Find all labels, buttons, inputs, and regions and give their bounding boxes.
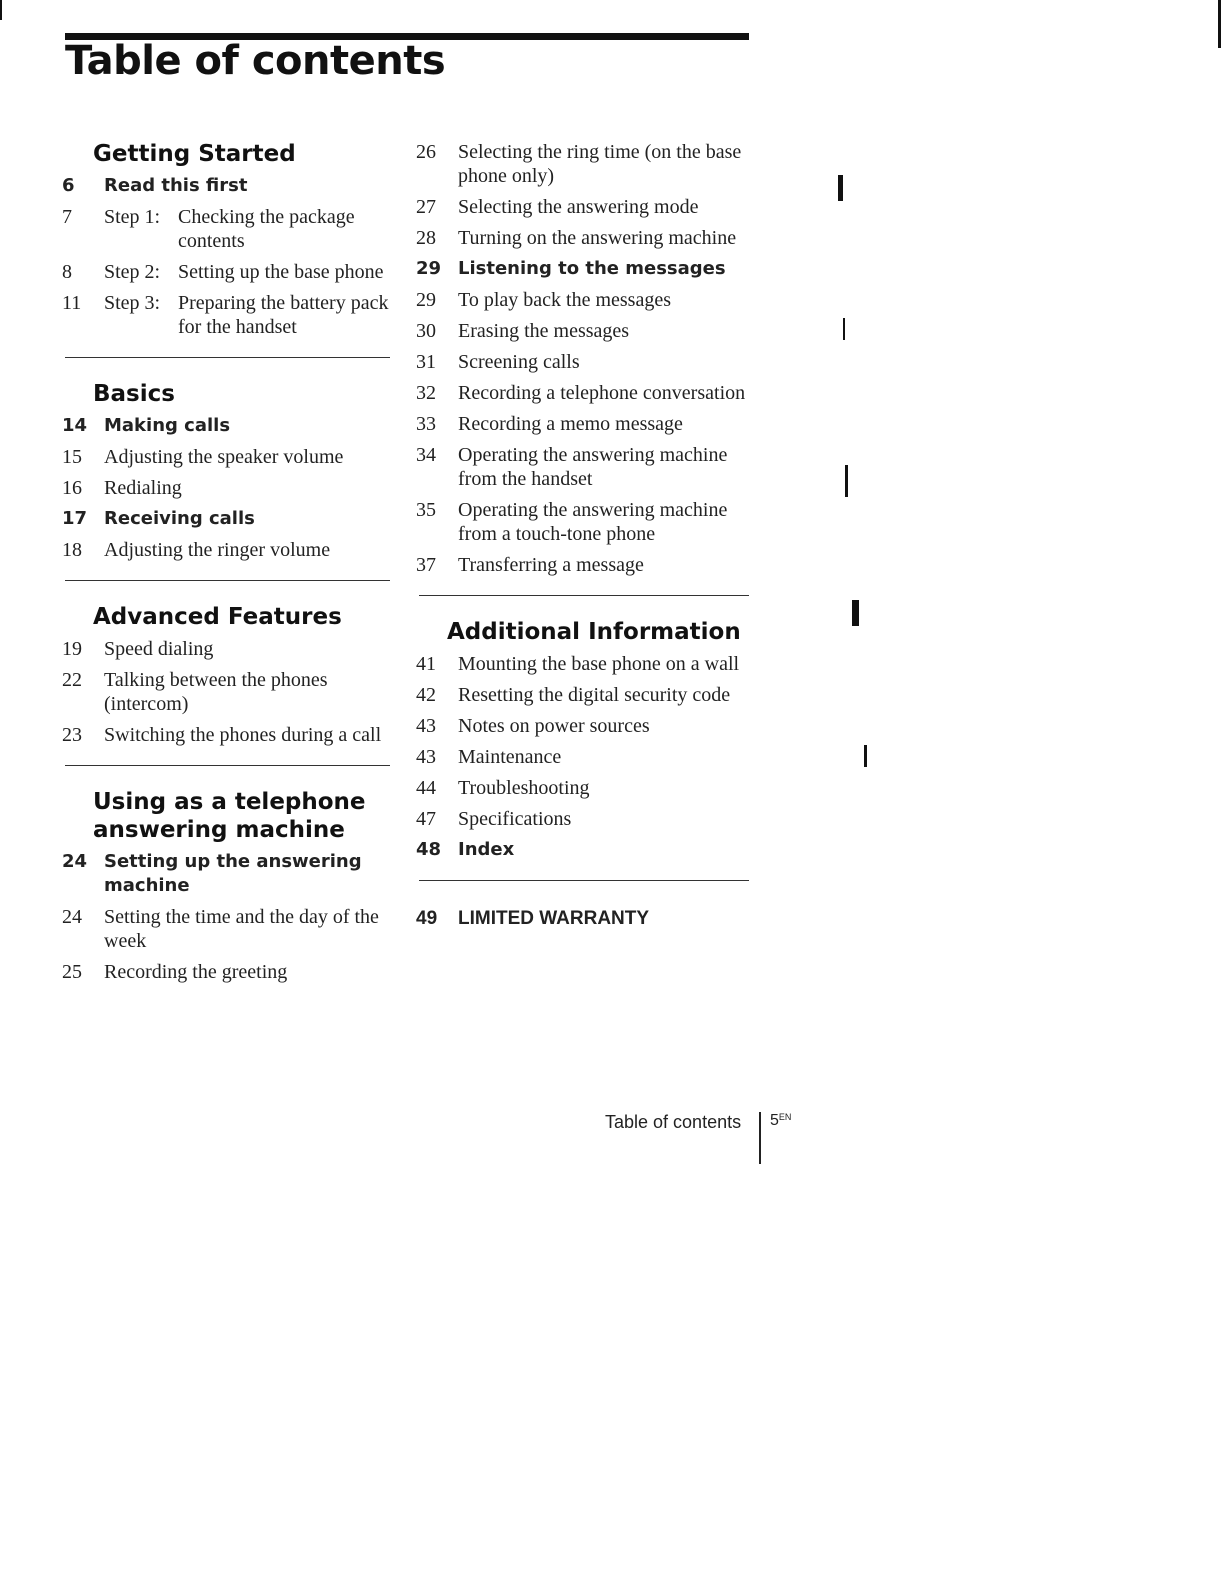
section-divider [65, 580, 390, 581]
entry-title: Read this first [104, 175, 248, 196]
scan-mark [845, 465, 848, 497]
page-number: 28 [416, 227, 436, 249]
entry-title: Troubleshooting [458, 777, 590, 799]
toc-entry[interactable] [416, 226, 750, 250]
entry-title: To play back the messages [458, 289, 671, 311]
section-divider [65, 357, 390, 358]
page-title: Table of contents [65, 38, 446, 84]
section-divider [419, 880, 749, 881]
entry-text: Checking the package contents [178, 206, 355, 252]
page-number: 16 [62, 477, 82, 499]
entry-title: Operating the answering machine from a touch-tone phone [458, 499, 728, 545]
entry-title: Adjusting the speaker volume [104, 446, 344, 468]
page-number: 24 [62, 851, 88, 872]
page-number: 25 [62, 961, 82, 983]
toc-entry[interactable] [416, 319, 750, 343]
page-number: 19 [62, 638, 82, 660]
scan-mark [838, 175, 843, 201]
toc-entry[interactable] [62, 260, 392, 284]
page-number: 7 [62, 206, 72, 228]
entry-title: Speed dialing [104, 638, 214, 660]
entry-title: Adjusting the ringer volume [104, 539, 331, 561]
toc-entry[interactable] [416, 443, 750, 491]
entry-title: Making calls [104, 415, 231, 436]
toc-entry[interactable] [62, 291, 392, 339]
page-number: 30 [416, 320, 436, 342]
warranty-entry[interactable] [416, 907, 750, 931]
toc-entry[interactable] [62, 445, 392, 469]
page-number: 26 [416, 141, 436, 163]
entry-text: Preparing the battery pack for the handset [178, 292, 389, 338]
section-divider [65, 765, 390, 766]
toc-entry[interactable] [416, 776, 750, 800]
page-number: 41 [416, 653, 436, 675]
entry-title: Listening to the messages [458, 258, 726, 279]
page-number: 34 [416, 444, 436, 466]
toc-entry[interactable] [416, 553, 750, 577]
page-number: 17 [62, 508, 88, 529]
toc-entry[interactable] [62, 637, 392, 661]
toc-entry[interactable] [416, 381, 750, 405]
entry-title: Setting up the answering machine [104, 851, 362, 896]
toc-section [62, 788, 392, 984]
toc-section [62, 140, 392, 339]
toc-entry[interactable] [62, 538, 392, 562]
toc-entry[interactable] [416, 195, 750, 219]
entry-title: Screening calls [458, 351, 580, 373]
toc-entry[interactable] [62, 507, 392, 531]
page-number: 8 [62, 261, 72, 283]
toc-entry[interactable] [416, 140, 750, 188]
footer-page-number: $5^{EN}$ [770, 1112, 792, 1129]
toc-entry[interactable] [416, 745, 750, 769]
page-number: 49 [416, 908, 438, 929]
step-label: Step 1: [104, 206, 161, 228]
page-number: 29 [416, 258, 442, 279]
entry-title: Erasing the messages [458, 320, 630, 342]
page-number: 43 [416, 746, 436, 768]
scan-mark [1218, 0, 1221, 48]
footer-divider [759, 1112, 761, 1164]
section-heading: Advanced Features [93, 604, 342, 630]
page-number: 37 [416, 554, 436, 576]
entry-title: Resetting the digital security code [458, 684, 731, 706]
scan-mark [864, 745, 867, 767]
scan-mark [852, 600, 859, 626]
toc-entry[interactable] [416, 288, 750, 312]
entry-title: Specifications [458, 808, 572, 830]
entry-title: Switching the phones during a call [104, 724, 382, 746]
toc-entry[interactable] [416, 838, 750, 862]
toc-section [416, 140, 750, 577]
toc-section [416, 618, 750, 862]
toc-section [62, 603, 392, 747]
page-number: 43 [416, 715, 436, 737]
entry-title: Turning on the answering machine [458, 227, 737, 249]
toc-right-column [416, 140, 750, 938]
page-number: 32 [416, 382, 436, 404]
page-number: 15 [62, 446, 82, 468]
entry-title: LIMITED WARRANTY [458, 908, 650, 929]
page-number: 6 [62, 175, 75, 196]
footer-label: Table of contents [605, 1112, 742, 1132]
toc-entry[interactable] [416, 412, 750, 436]
page-number: 27 [416, 196, 436, 218]
toc-entry[interactable] [62, 668, 392, 716]
page-number: 31 [416, 351, 436, 373]
page-number: 24 [62, 906, 82, 928]
page-number: 11 [62, 292, 82, 314]
toc-entry[interactable] [62, 414, 392, 438]
entry-title: Transferring a message [458, 554, 644, 576]
section-divider [419, 595, 749, 596]
scan-mark [0, 0, 2, 20]
toc-entry[interactable] [416, 714, 750, 738]
toc-section [62, 380, 392, 562]
entry-title: Recording a memo message [458, 413, 683, 435]
toc-entry[interactable] [62, 205, 392, 253]
entry-title: Selecting the ring time (on the base phone only) [458, 141, 742, 187]
toc-entry[interactable] [416, 807, 750, 831]
entry-title: Selecting the answering mode [458, 196, 699, 218]
entry-title: Index [458, 839, 515, 860]
toc-entry[interactable] [416, 683, 750, 707]
page-number: 48 [416, 839, 442, 860]
toc-entry[interactable] [62, 723, 392, 747]
entry-title [104, 291, 392, 339]
entry-text: Setting up the base phone [178, 261, 384, 283]
section-heading: Basics [93, 381, 175, 407]
page-number: 42 [416, 684, 436, 706]
entry-title: Recording the greeting [104, 961, 288, 983]
entry-title: Mounting the base phone on a wall [458, 653, 740, 675]
toc-entry[interactable] [62, 905, 392, 953]
entry-title: Receiving calls [104, 508, 255, 529]
entry-title: Redialing [104, 477, 182, 499]
page-number: 44 [416, 777, 436, 799]
entry-title: Operating the answering machine from the handset [458, 444, 728, 490]
page-number: 33 [416, 413, 436, 435]
step-label: Step 2: [104, 261, 161, 283]
scan-mark [843, 318, 845, 340]
toc-entry[interactable] [62, 850, 392, 898]
entry-title: Setting the time and the day of the week [104, 906, 379, 952]
entry-title: Maintenance [458, 746, 562, 768]
entry-title: Recording a telephone conversation [458, 382, 746, 404]
section-heading: Additional Information [447, 619, 741, 645]
toc-entry[interactable] [416, 652, 750, 676]
entry-title [104, 260, 384, 284]
page-number: 22 [62, 669, 82, 691]
page-number: 47 [416, 808, 436, 830]
toc-entry[interactable] [416, 350, 750, 374]
toc-left-column [62, 140, 392, 991]
toc-entry[interactable] [62, 174, 392, 198]
step-label: Step 3: [104, 292, 161, 314]
toc-entry[interactable] [62, 960, 392, 984]
entry-title [104, 205, 392, 253]
page-number: 18 [62, 539, 82, 561]
entry-title: Notes on power sources [458, 715, 650, 737]
section-heading: Using as a telephone answering machine [93, 789, 366, 843]
toc-entry[interactable] [416, 498, 750, 546]
entry-title: Talking between the phones (intercom) [104, 669, 328, 715]
page-number: 29 [416, 289, 436, 311]
page-number: 23 [62, 724, 82, 746]
page-number: 14 [62, 415, 88, 436]
section-heading: Getting Started [93, 141, 296, 167]
toc-entry[interactable] [62, 476, 392, 500]
toc-entry[interactable] [416, 257, 750, 281]
page-number: 35 [416, 499, 436, 521]
